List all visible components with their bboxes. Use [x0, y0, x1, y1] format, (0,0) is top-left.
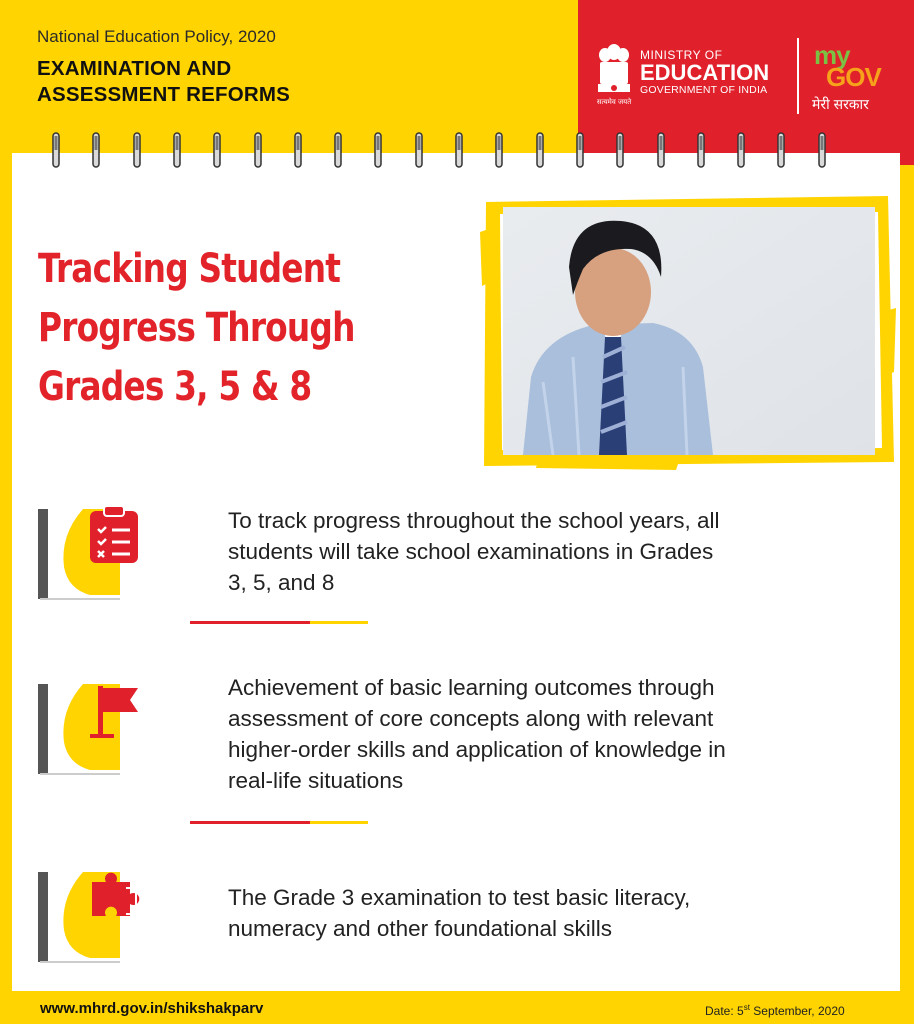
binding-ring	[372, 132, 384, 168]
clipboard-checklist-icon	[88, 505, 140, 563]
item-text-2	[228, 672, 908, 796]
binding-ring	[775, 132, 787, 168]
date-suffix: September, 2020	[749, 1004, 845, 1018]
binding-ring	[614, 132, 626, 168]
item-text-3	[228, 882, 908, 944]
item-3-line-1: The Grade 3 examination to test basic literacy,	[228, 885, 691, 910]
binding-ring	[252, 132, 264, 168]
binding-ring	[131, 132, 143, 168]
page-title-line-1: Tracking Student	[38, 246, 341, 292]
binding-ring	[171, 132, 183, 168]
ministry-line-3: GOVERNMENT OF INDIA	[640, 84, 768, 96]
item-2-line-1: Achievement of basic learning outcomes through	[228, 675, 715, 700]
date-sup: st	[743, 1003, 750, 1012]
binding-ring	[655, 132, 667, 168]
date-prefix: Date: 5	[705, 1004, 744, 1018]
logo-divider	[797, 38, 799, 114]
mygov-gov: GOV	[826, 62, 881, 92]
header-title-line-2: ASSESSMENT REFORMS	[37, 83, 291, 106]
mygov-logo	[812, 38, 902, 118]
binding-ring	[534, 132, 546, 168]
item-1-line-3: 3, 5, and 8	[228, 570, 335, 595]
emblem-caption: सत्यमेव जयते	[596, 98, 632, 106]
page-title-line-2: Progress Through	[38, 305, 355, 351]
binding-ring	[211, 132, 223, 168]
ministry-logo-text	[640, 48, 769, 96]
item-2-line-2: assessment of core concepts along with relevant	[228, 706, 714, 731]
binding-ring	[90, 132, 102, 168]
item-2-divider	[190, 821, 368, 824]
binding-ring	[574, 132, 586, 168]
footer-url[interactable]: www.mhrd.gov.in/shikshakparv	[40, 1000, 264, 1017]
header-title-line-1: EXAMINATION AND	[37, 57, 232, 80]
header-title	[37, 56, 290, 108]
binding-ring	[413, 132, 425, 168]
footer-date	[705, 1003, 845, 1018]
puzzle-piece-icon	[88, 868, 140, 926]
binding-ring	[453, 132, 465, 168]
flag-icon	[88, 680, 140, 738]
mygov-tagline: मेरी सरकार	[812, 96, 869, 112]
binding-ring	[332, 132, 344, 168]
ministry-line-1: MINISTRY OF	[640, 48, 723, 62]
header-subtitle: National Education Policy, 2020	[37, 27, 276, 46]
national-emblem-icon	[596, 42, 632, 108]
page-title-line-3: Grades 3, 5 & 8	[38, 364, 312, 410]
student-photo	[503, 207, 875, 455]
binding-ring	[816, 132, 828, 168]
item-1-line-1: To track progress throughout the school years, all	[228, 508, 720, 533]
mygov-my: my	[814, 40, 850, 70]
binding-ring	[50, 132, 62, 168]
item-1-line-2: students will take school examinations in Grades	[228, 539, 714, 564]
binding-ring	[292, 132, 304, 168]
item-text-1	[228, 505, 908, 598]
spiral-binding	[50, 132, 850, 170]
item-3-line-2: numeracy and other foundational skills	[228, 916, 612, 941]
binding-ring	[493, 132, 505, 168]
item-2-line-3: higher-order skills and application of knowledge in	[228, 737, 726, 762]
page-title	[38, 240, 355, 417]
binding-ring	[735, 132, 747, 168]
item-2-line-4: real-life situations	[228, 768, 404, 793]
item-1-divider	[190, 621, 368, 624]
ministry-line-2: EDUCATION	[640, 60, 770, 85]
binding-ring	[695, 132, 707, 168]
